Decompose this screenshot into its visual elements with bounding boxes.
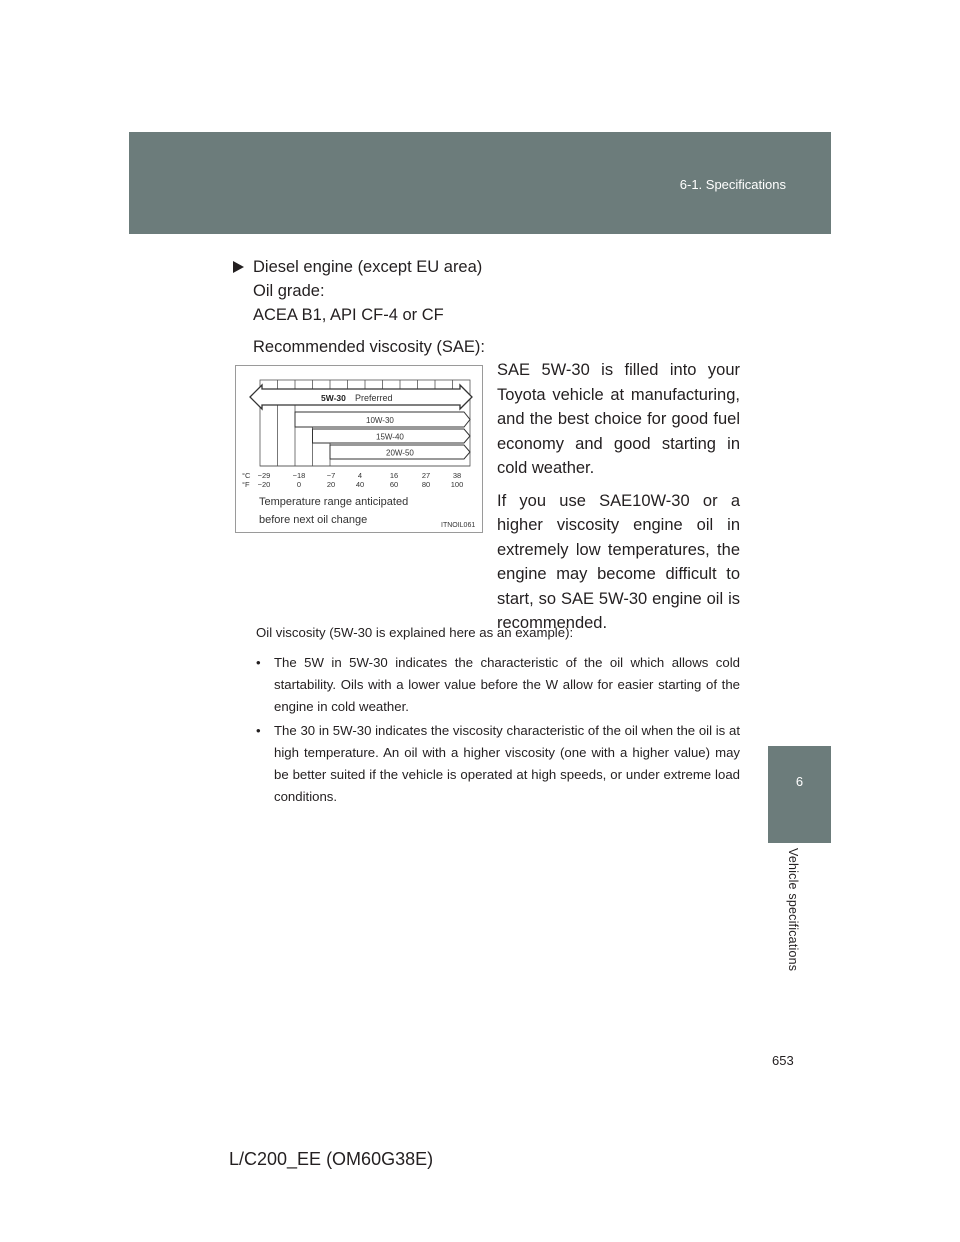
chart-caption-line2: before next oil change bbox=[259, 514, 368, 526]
viscosity-chart bbox=[235, 365, 483, 533]
celsius-tick: −29 bbox=[257, 471, 271, 480]
figure-code: ITNOIL061 bbox=[441, 522, 476, 529]
celsius-tick: 16 bbox=[389, 471, 399, 480]
celsius-tick: 4 bbox=[357, 471, 363, 480]
celsius-tick: −18 bbox=[292, 471, 306, 480]
oil-grade-value: ACEA B1, API CF-4 or CF bbox=[253, 306, 444, 324]
celsius-tick: 27 bbox=[421, 471, 431, 480]
chapter-tab bbox=[768, 746, 831, 843]
notes-list bbox=[256, 652, 740, 808]
header-band bbox=[129, 132, 831, 234]
fahrenheit-tick: 60 bbox=[389, 480, 399, 489]
footer-code: L/C200_EE (OM60G38E) bbox=[229, 1149, 434, 1169]
bar-5w30-label: 5W-30 bbox=[321, 393, 346, 403]
celsius-tick: 38 bbox=[452, 471, 462, 480]
note-item: • The 5W in 5W-30 indicates the characteristic of the oil which allows cold startability. Oils with a lower value before the W allow for easier starting of the engine in cold weather. bbox=[256, 652, 740, 718]
notes-heading: Oil viscosity (5W-30 is explained here as an example): bbox=[256, 625, 574, 640]
fahrenheit-tick: 40 bbox=[355, 480, 365, 489]
chapter-label: Vehicle specifications bbox=[786, 848, 800, 972]
body-text bbox=[497, 358, 740, 644]
viscosity-notes bbox=[256, 622, 740, 810]
triangle-bullet-icon bbox=[233, 261, 244, 273]
fahrenheit-tick: −20 bbox=[257, 480, 271, 489]
celsius-tick: −7 bbox=[326, 471, 336, 480]
fahrenheit-tick: 80 bbox=[421, 480, 431, 489]
chart-caption-line1: Temperature range anticipated bbox=[259, 496, 409, 508]
fahrenheit-tick: 20 bbox=[326, 480, 336, 489]
bar-20w50-label: 20W-50 bbox=[386, 448, 414, 458]
intro-block bbox=[233, 255, 485, 359]
viscosity-chart-svg bbox=[236, 366, 482, 532]
note-item: • The 30 in 5W-30 indicates the viscosity characteristic of the oil when the oil is at high temperature. An oil with a higher viscosity (one with a higher value) may be better suited if the vehicle is operated at high speeds, or under extreme load conditions. bbox=[256, 720, 740, 808]
oil-grade-label: Oil grade: bbox=[253, 282, 325, 300]
paragraph-low-temperature: If you use SAE10W-30 or a higher viscosity engine oil in extremely low temperatures, the engine may become difficult to start, so SAE 5W-30 engine oil is recommended. bbox=[497, 491, 740, 632]
page-number: 653 bbox=[772, 1053, 794, 1068]
fahrenheit-unit: °F bbox=[242, 480, 250, 489]
viscosity-label: Recommended viscosity (SAE): bbox=[253, 338, 485, 356]
section-title: 6-1. Specifications bbox=[679, 177, 786, 192]
chapter-number: 6 bbox=[795, 774, 804, 789]
celsius-unit: °C bbox=[242, 471, 251, 480]
paragraph-factory-fill: SAE 5W-30 is filled into your Toyota vehicle at manufacturing, and the best choice for good fuel economy and good starting in cold weather. bbox=[497, 361, 740, 477]
engine-heading: Diesel engine (except EU area) bbox=[253, 258, 483, 276]
fahrenheit-tick: 100 bbox=[450, 480, 464, 489]
bar-10w30-label: 10W-30 bbox=[366, 416, 394, 425]
fahrenheit-tick: 0 bbox=[296, 480, 302, 489]
bar-5w30-note: Preferred bbox=[355, 393, 393, 403]
bar-15w40-label: 15W-40 bbox=[376, 432, 404, 442]
